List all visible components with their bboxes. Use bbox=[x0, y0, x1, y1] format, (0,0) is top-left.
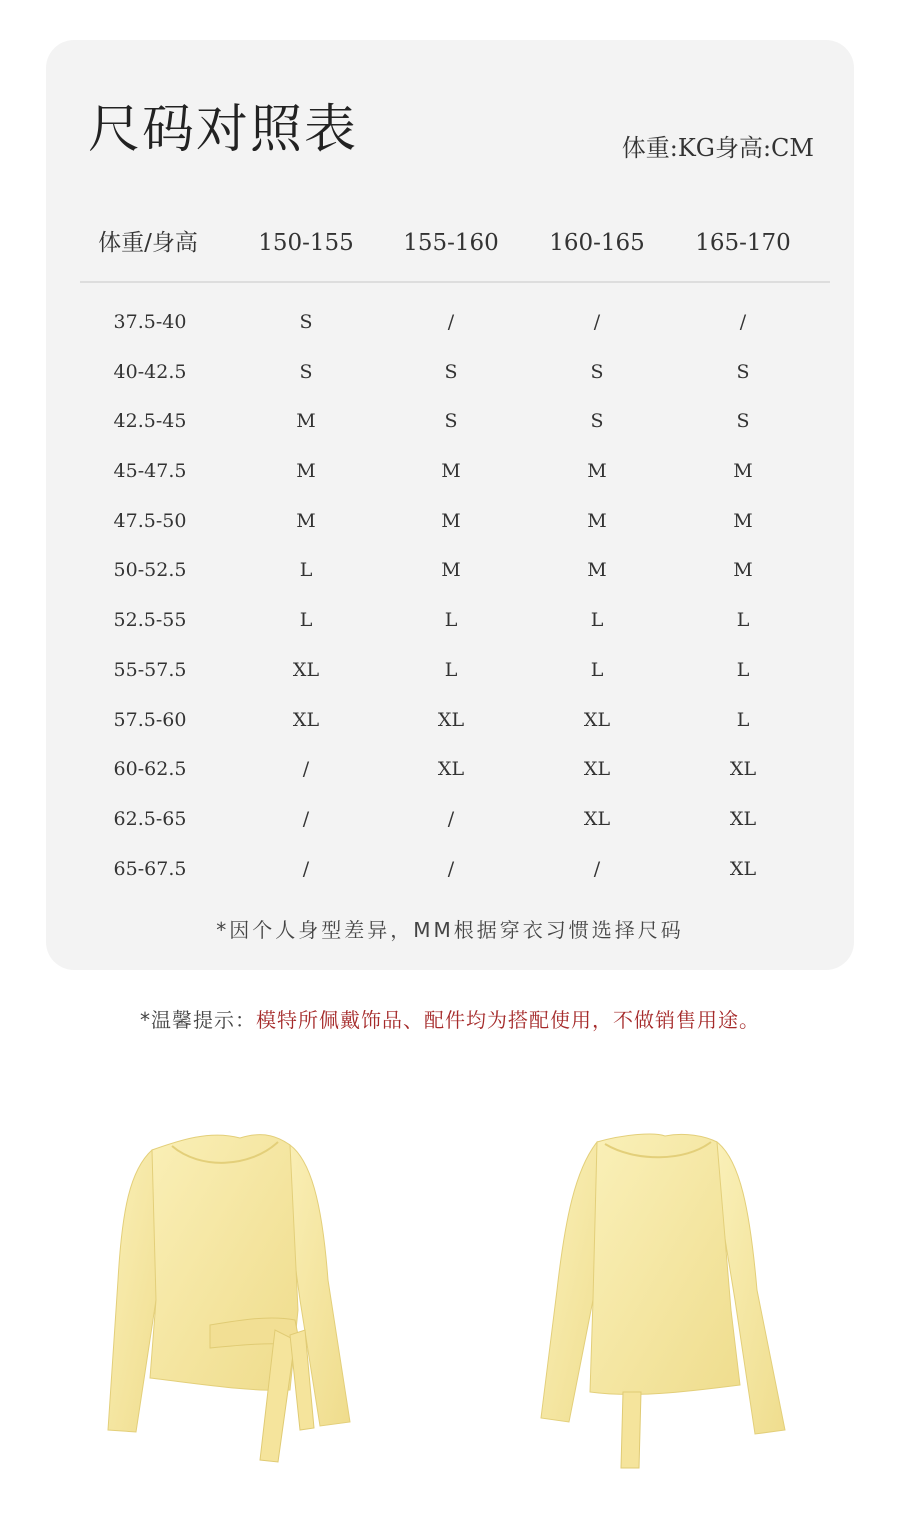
cell-size-150-155: / bbox=[302, 758, 310, 781]
table-row bbox=[80, 360, 830, 413]
cell-size-150-155: M bbox=[296, 509, 316, 532]
table-row bbox=[80, 807, 830, 860]
header-height-165-170: 165-170 bbox=[695, 230, 791, 256]
cell-size-165-170: XL bbox=[729, 807, 757, 830]
cell-size-160-165: M bbox=[587, 559, 607, 582]
header-height-155-160: 155-160 bbox=[403, 230, 499, 256]
cell-size-165-170: S bbox=[736, 410, 750, 433]
sweater-back-image bbox=[535, 1130, 795, 1475]
header-divider bbox=[80, 281, 830, 283]
cell-weight: 65-67.5 bbox=[113, 857, 187, 880]
cell-size-160-165: M bbox=[587, 460, 607, 483]
cell-size-155-160: M bbox=[441, 509, 461, 532]
cell-size-165-170: XL bbox=[729, 758, 757, 781]
cell-size-155-160: L bbox=[444, 658, 458, 681]
table-row bbox=[80, 462, 830, 512]
table-row bbox=[80, 658, 830, 711]
fit-footnote: *因个人身型差异，MM根据穿衣习惯选择尺码 bbox=[216, 918, 684, 942]
cell-size-165-170: XL bbox=[729, 857, 757, 880]
table-row bbox=[80, 313, 830, 363]
cell-size-155-160: M bbox=[441, 460, 461, 483]
cell-size-150-155: L bbox=[299, 559, 313, 582]
table-row bbox=[80, 857, 830, 910]
table-row bbox=[80, 412, 830, 462]
cell-size-160-165: / bbox=[593, 311, 601, 333]
cell-size-165-170: L bbox=[736, 658, 750, 681]
cell-size-165-170: S bbox=[736, 360, 750, 383]
cell-size-165-170: M bbox=[733, 509, 753, 532]
size-table-body bbox=[80, 313, 830, 909]
cell-size-155-160: S bbox=[444, 360, 458, 383]
cell-size-155-160: / bbox=[447, 857, 455, 880]
cell-size-165-170: / bbox=[739, 311, 747, 333]
cell-size-150-155: S bbox=[299, 311, 313, 333]
tip-line bbox=[0, 1010, 900, 1030]
cell-size-155-160: M bbox=[441, 559, 461, 582]
cell-size-150-155: XL bbox=[292, 708, 320, 731]
cell-size-150-155: S bbox=[299, 360, 313, 383]
cell-size-150-155: / bbox=[302, 857, 310, 880]
table-row bbox=[80, 611, 830, 661]
cell-size-155-160: / bbox=[447, 807, 455, 830]
sweater-front-image bbox=[100, 1130, 380, 1475]
cell-size-160-165: L bbox=[590, 609, 604, 632]
table-row bbox=[80, 509, 830, 562]
table-row bbox=[80, 708, 830, 761]
cell-size-155-160: L bbox=[444, 609, 458, 632]
cell-size-160-165: S bbox=[590, 410, 604, 433]
cell-size-150-155: XL bbox=[292, 658, 320, 681]
cell-weight: 42.5-45 bbox=[113, 410, 187, 433]
cell-size-165-170: L bbox=[736, 708, 750, 731]
cell-weight: 52.5-55 bbox=[113, 609, 187, 632]
cell-weight: 60-62.5 bbox=[113, 758, 187, 781]
cell-size-165-170: M bbox=[733, 559, 753, 582]
cell-weight: 62.5-65 bbox=[113, 807, 187, 830]
cell-size-155-160: / bbox=[447, 311, 455, 333]
cell-size-160-165: S bbox=[590, 360, 604, 383]
header-weight-height: 体重/身高 bbox=[98, 230, 198, 256]
cell-weight: 45-47.5 bbox=[113, 460, 187, 483]
cell-size-155-160: XL bbox=[437, 708, 465, 731]
cell-weight: 47.5-50 bbox=[113, 509, 187, 532]
page-title: 尺码对照表 bbox=[88, 100, 359, 160]
cell-weight: 55-57.5 bbox=[113, 658, 187, 681]
cell-size-165-170: M bbox=[733, 460, 753, 483]
header-height-160-165: 160-165 bbox=[549, 230, 645, 256]
cell-weight: 57.5-60 bbox=[113, 708, 187, 731]
cell-weight: 40-42.5 bbox=[113, 360, 187, 383]
cell-size-150-155: M bbox=[296, 410, 316, 433]
tip-text: 模特所佩戴饰品、配件均为搭配使用，不做销售用途。 bbox=[256, 1008, 760, 1032]
cell-weight: 50-52.5 bbox=[113, 559, 187, 582]
cell-size-150-155: / bbox=[302, 807, 310, 830]
table-row bbox=[80, 561, 830, 611]
cell-weight: 37.5-40 bbox=[113, 311, 187, 333]
tip-label: *温馨提示： bbox=[140, 1008, 256, 1032]
cell-size-160-165: XL bbox=[583, 807, 611, 830]
cell-size-160-165: XL bbox=[583, 758, 611, 781]
cell-size-155-160: S bbox=[444, 410, 458, 433]
cell-size-160-165: M bbox=[587, 509, 607, 532]
cell-size-160-165: / bbox=[593, 857, 601, 880]
cell-size-160-165: XL bbox=[583, 708, 611, 731]
unit-note: 体重:KG身高:CM bbox=[621, 134, 814, 162]
cell-size-165-170: L bbox=[736, 609, 750, 632]
table-header bbox=[80, 232, 830, 272]
cell-size-155-160: XL bbox=[437, 758, 465, 781]
table-row bbox=[80, 760, 830, 810]
cell-size-150-155: M bbox=[296, 460, 316, 483]
cell-size-160-165: L bbox=[590, 658, 604, 681]
cell-size-150-155: L bbox=[299, 609, 313, 632]
header-height-150-155: 150-155 bbox=[258, 230, 354, 256]
